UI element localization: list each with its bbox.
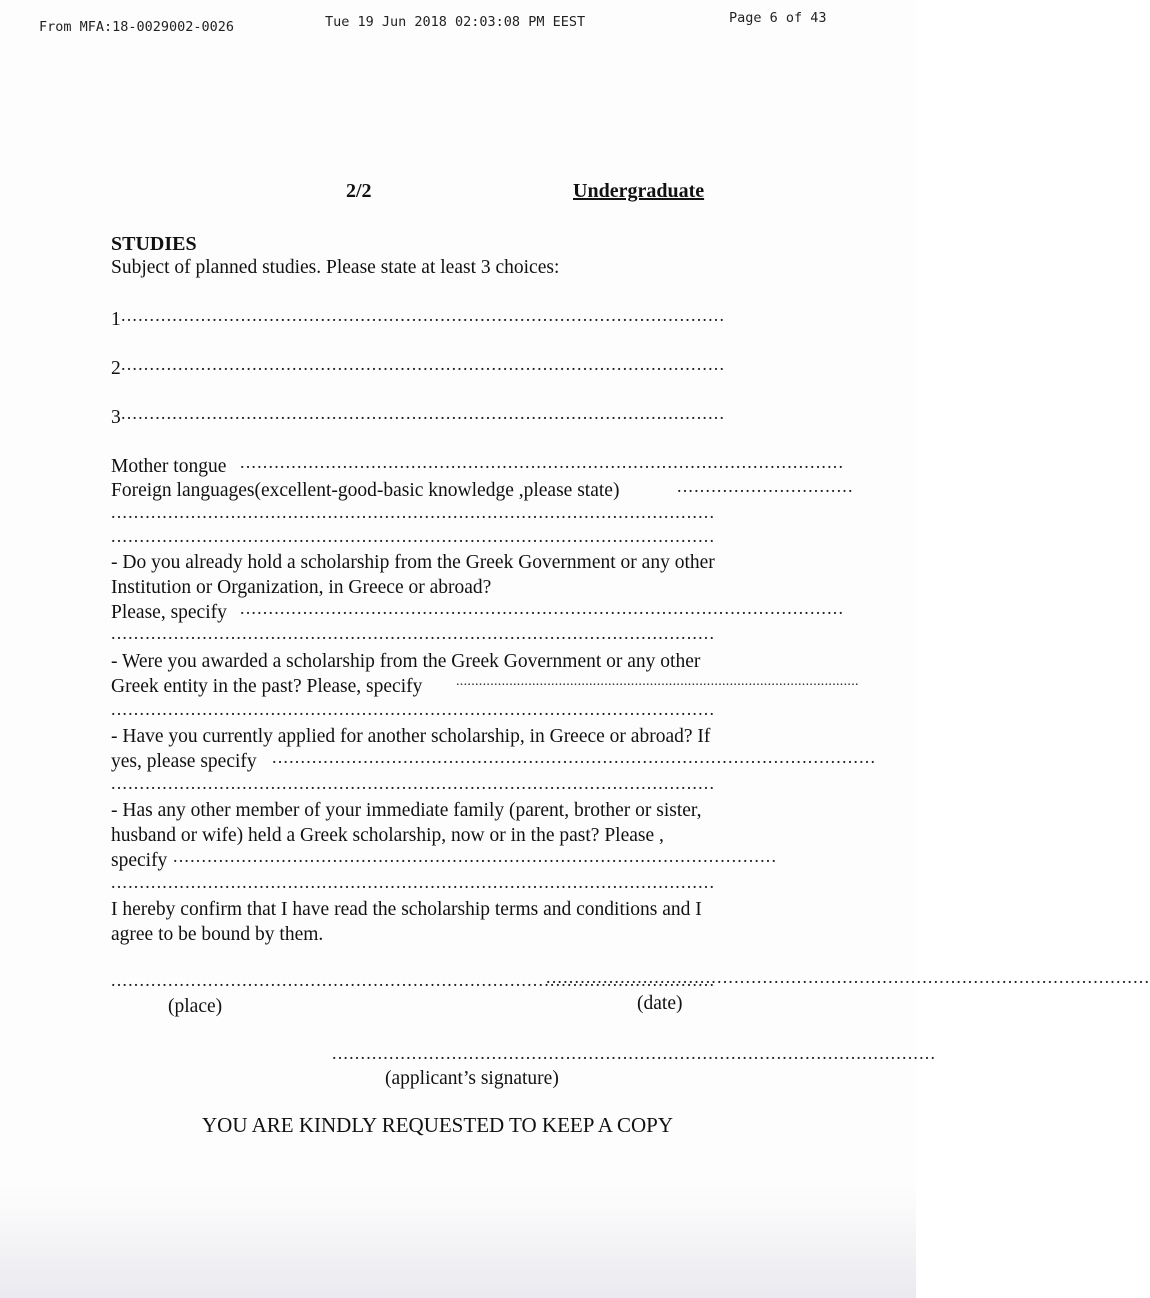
choice-1-field[interactable]: ..........................................................................................................: [121, 305, 726, 325]
mother-tongue-label: Mother tongue: [111, 456, 227, 477]
page-indicator: 2/2: [346, 180, 372, 202]
q1-field-line-2[interactable]: ..........................................................................................................: [111, 623, 716, 643]
place-label: (place): [168, 996, 223, 1017]
foreign-languages-label: Foreign languages(excellent-good-basic knowledge ,please state): [111, 480, 620, 501]
foreign-languages-line-3[interactable]: ..........................................................................................................: [111, 526, 716, 546]
fax-date: Tue 19 Jun 2018 02:03:08 PM EEST: [325, 14, 586, 30]
confirmation-line2: agree to be bound by them.: [111, 924, 324, 945]
q3-line2: yes, please specify: [111, 751, 257, 772]
q4-line2: husband or wife) held a Greek scholarship, now or in the past? Please ,: [111, 825, 664, 846]
q1-specify-label: Please, specify: [111, 602, 227, 623]
date-field[interactable]: ..........................................................................................................: [546, 967, 1150, 987]
foreign-languages-line-2[interactable]: ..........................................................................................................: [111, 502, 716, 522]
q4-field[interactable]: ..........................................................................................................: [173, 846, 778, 866]
choice-3-field[interactable]: ..........................................................................................................: [121, 403, 726, 423]
q3-line1: - Have you currently applied for another scholarship, in Greece or abroad? If: [111, 726, 711, 747]
q1-field[interactable]: ..........................................................................................................: [240, 598, 845, 618]
scan-shadow: [0, 1188, 916, 1298]
q3-field-line-2[interactable]: ..........................................................................................................: [111, 773, 716, 793]
choice-1-number: 1: [111, 309, 121, 330]
signature-label: (applicant’s signature): [385, 1068, 559, 1089]
q1-line2: Institution or Organization, in Greece or abroad?: [111, 577, 492, 598]
q2-line1: - Were you awarded a scholarship from the Greek Government or any other: [111, 651, 701, 672]
fax-from: From MFA:18-0029002-0026: [39, 19, 235, 35]
level-heading: Undergraduate: [573, 180, 705, 202]
mother-tongue-field[interactable]: ..........................................................................................................: [240, 452, 845, 472]
q4-field-line-2[interactable]: ..........................................................................................................: [111, 872, 716, 892]
q2-line2: Greek entity in the past? Please, specify: [111, 676, 423, 697]
choice-2-field[interactable]: ..........................................................................................................: [121, 354, 726, 374]
choice-3-number: 3: [111, 407, 121, 428]
confirmation-line1: I hereby confirm that I have read the scholarship terms and conditions and I: [111, 899, 702, 920]
q2-field-line-2[interactable]: ..........................................................................................................: [111, 699, 716, 719]
fax-page-number: Page 6 of 43: [729, 10, 827, 26]
footer-notice: YOU ARE KINDLY REQUESTED TO KEEP A COPY: [202, 1113, 674, 1137]
signature-field[interactable]: ..........................................................................................................: [332, 1043, 937, 1063]
q1-line1: - Do you already hold a scholarship from the Greek Government or any other: [111, 552, 715, 573]
choice-2-number: 2: [111, 358, 121, 379]
place-field[interactable]: ..........................................................................................................: [111, 970, 716, 990]
section-title: STUDIES: [111, 233, 197, 255]
q2-field[interactable]: ..........................................................................................................: [456, 674, 859, 689]
subject-prompt: Subject of planned studies. Please state at least 3 choices:: [111, 257, 560, 278]
q4-line3: specify: [111, 850, 168, 871]
q3-field[interactable]: ..........................................................................................................: [272, 747, 877, 767]
q4-line1: - Has any other member of your immediate family (parent, brother or sister,: [111, 800, 702, 821]
date-label: (date): [637, 993, 683, 1014]
foreign-languages-field[interactable]: ...............................: [677, 476, 854, 496]
